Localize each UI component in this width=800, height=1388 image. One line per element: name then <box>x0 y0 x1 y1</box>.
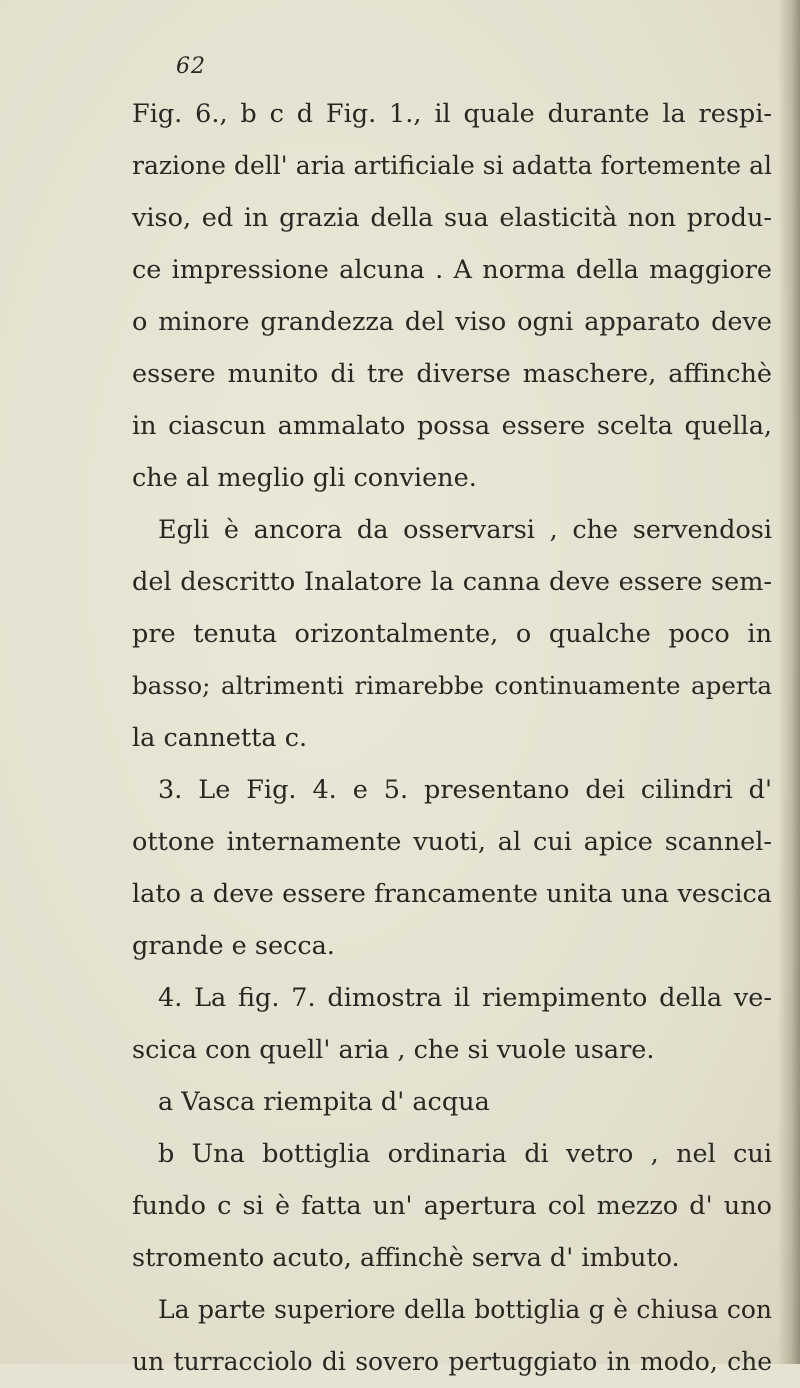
text-line: lato a deve essere francamente unita una vescica <box>132 879 772 909</box>
text-line: viso, ed in grazia della sua elasticità non produ- <box>132 203 772 233</box>
page-number: 62 <box>176 54 206 79</box>
text-line: che al meglio gli conviene. <box>132 463 477 493</box>
text-line: Egli è ancora da osservarsi , che servendosi <box>158 515 772 545</box>
text-line: pre tenuta orizontalmente, o qualche poco in <box>132 619 772 649</box>
text-line: basso; altrimenti rimarebbe continuamente aperta <box>132 671 772 700</box>
text-line: 3. Le Fig. 4. e 5. presentano dei cilindri d' <box>158 775 772 805</box>
text-line: b Una bottiglia ordinaria di vetro , nel cui <box>158 1139 772 1169</box>
text-line: ottone internamente vuoti, al cui apice scannel- <box>132 827 772 857</box>
body-text <box>132 88 772 1388</box>
text-line: in ciascun ammalato possa essere scelta quella, <box>132 411 772 441</box>
text-line: razione dell' aria artificiale si adatta fortemente al <box>132 151 772 180</box>
text-line: a Vasca riempita d' acqua <box>158 1087 490 1117</box>
text-line: Fig. 6., b c d Fig. 1., il quale durante la respi- <box>132 99 772 129</box>
text-line: o minore grandezza del viso ogni apparato deve <box>132 307 772 337</box>
text-line: ce impressione alcuna . A norma della maggiore <box>132 255 772 285</box>
text-line: un turracciolo di sovero pertuggiato in modo, che <box>132 1347 772 1376</box>
text-line: del descritto Inalatore la canna deve essere sem- <box>132 567 772 597</box>
text-line: scica con quell' aria , che si vuole usare. <box>132 1035 655 1065</box>
page-edge-shadow <box>778 0 800 1364</box>
text-line: grande e secca. <box>132 931 335 961</box>
text-line: stromento acuto, affinchè serva d' imbuto. <box>132 1243 680 1273</box>
text-line: fundo c si è fatta un' apertura col mezzo d' uno <box>132 1191 772 1221</box>
text-line: La parte superiore della bottiglia g è chiusa con <box>158 1295 772 1324</box>
text-line: 4. La fig. 7. dimostra il riempimento della ve- <box>158 983 772 1013</box>
text-line: la cannetta c. <box>132 723 308 753</box>
text-line: essere munito di tre diverse maschere, affinchè <box>132 359 772 389</box>
